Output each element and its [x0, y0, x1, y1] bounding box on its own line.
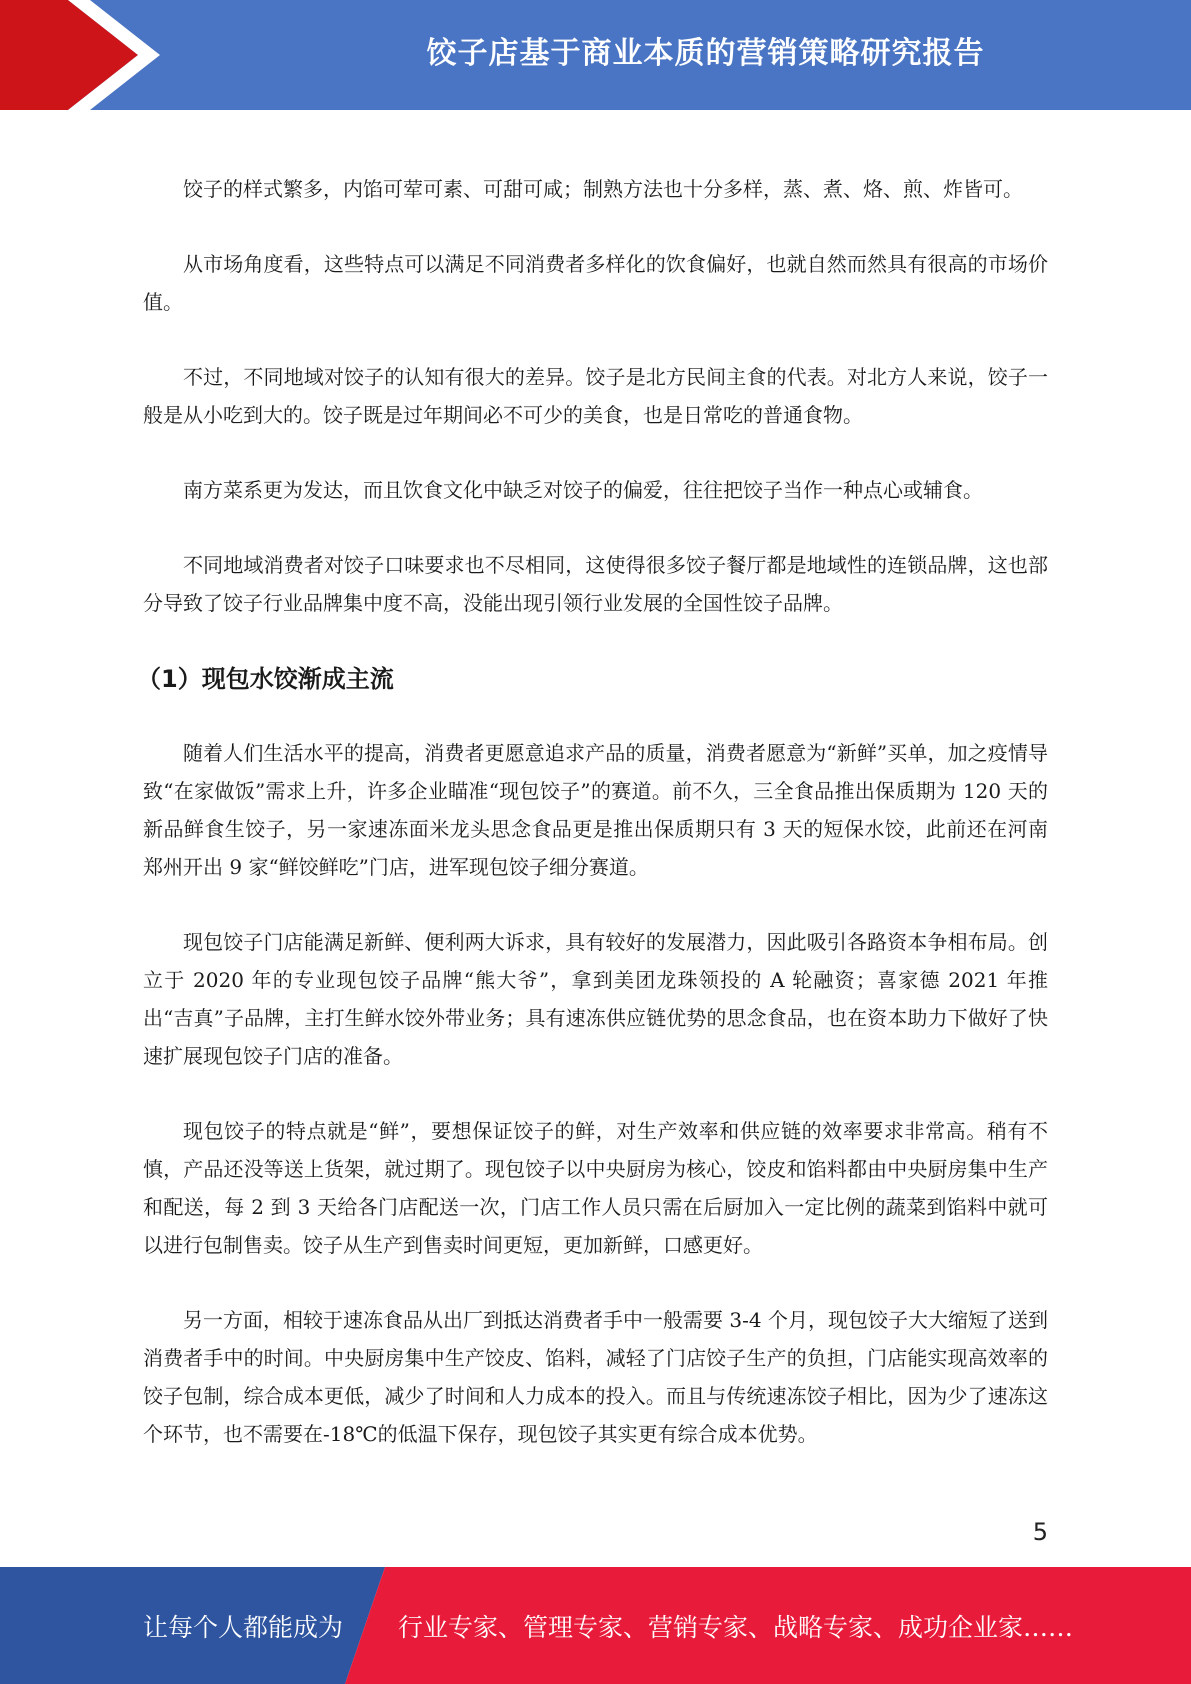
section-heading: （1）现包水饺渐成主流: [137, 665, 394, 693]
paragraph: 另一方面，相较于速冻食品从出厂到抵达消费者手中一般需要 3-4 个月，现包饺子大大缩短了送到消费者手中的时间。中央厨房集中生产饺皮、馅料，减轻了门店饺子生产的负担，门店能实现高效率的饺子包制，综合成本更低，减少了时间和人力成本的投入。而且与传统速冻饺子相比，因为少了速冻这个环节，也不需要在-18℃的低温下保存，现包饺子其实更有综合成本优势。: [143, 1308, 1048, 1446]
paragraph: 从市场角度看，这些特点可以满足不同消费者多样化的饮食偏好，也就自然而然具有很高的市场价值。: [143, 252, 1048, 314]
paragraph: 现包饺子的特点就是“鲜”，要想保证饺子的鲜，对生产效率和供应链的效率要求非常高。稍有不慎，产品还没等送上货架，就过期了。现包饺子以中央厨房为核心，饺皮和馅料都由中央厨房集中生产和配送，每 2 到 3 天给各门店配送一次，门店工作人员只需在后厨加入一定比例的蔬菜到馅料中就可以进行包制售卖。饺子从生产到售卖时间更短，更加新鲜，口感更好。: [143, 1119, 1048, 1257]
footer-slogan-right: 行业专家、管理专家、营销专家、战略专家、成功企业家……: [398, 1612, 1074, 1642]
footer-band: [0, 1567, 1191, 1684]
header-red-arrow: [0, 0, 138, 110]
document-title: 饺子店基于商业本质的营销策略研究报告: [426, 36, 985, 71]
paragraph: 南方菜系更为发达，而且饮食文化中缺乏对饺子的偏爱，往往把饺子当作一种点心或辅食。: [183, 478, 983, 502]
paragraph: 不过，不同地域对饺子的认知有很大的差异。饺子是北方民间主食的代表。对北方人来说，饺子一般是从小吃到大的。饺子既是过年期间必不可少的美食，也是日常吃的普通食物。: [143, 365, 1048, 427]
paragraph: 不同地域消费者对饺子口味要求也不尽相同，这使得很多饺子餐厅都是地域性的连锁品牌，这也部分导致了饺子行业品牌集中度不高，没能出现引领行业发展的全国性饺子品牌。: [143, 553, 1048, 615]
footer-slogan-left: 让每个人都能成为: [143, 1612, 344, 1642]
page-number: 5: [1032, 1518, 1048, 1546]
paragraph: 现包饺子门店能满足新鲜、便利两大诉求，具有较好的发展潜力，因此吸引各路资本争相布局。创立于 2020 年的专业现包饺子品牌“熊大爷”，拿到美团龙珠领投的 A 轮融资；喜家德 2021 年推出“吉真”子品牌，主打生鲜水饺外带业务；具有速冻供应链优势的思念食品，也在资本助力下做好了快速扩展现包饺子门店的准备。: [143, 930, 1048, 1068]
document-body: [137, 170, 1048, 1490]
paragraph: 随着人们生活水平的提高，消费者更愿意追求产品的质量，消费者愿意为“新鲜”买单，加之疫情导致“在家做饭”需求上升，许多企业瞄准“现包饺子”的赛道。前不久，三全食品推出保质期为 120 天的新品鲜食生饺子，另一家速冻面米龙头思念食品更是推出保质期只有 3 天的短保水饺，此前还在河南郑州开出 9 家“鲜饺鲜吃”门店，进军现包饺子细分赛道。: [143, 741, 1048, 879]
header-band: [0, 0, 1191, 110]
paragraph: 饺子的样式繁多，内馅可荤可素、可甜可咸；制熟方法也十分多样，蒸、煮、烙、煎、炸皆可。: [183, 177, 1023, 201]
